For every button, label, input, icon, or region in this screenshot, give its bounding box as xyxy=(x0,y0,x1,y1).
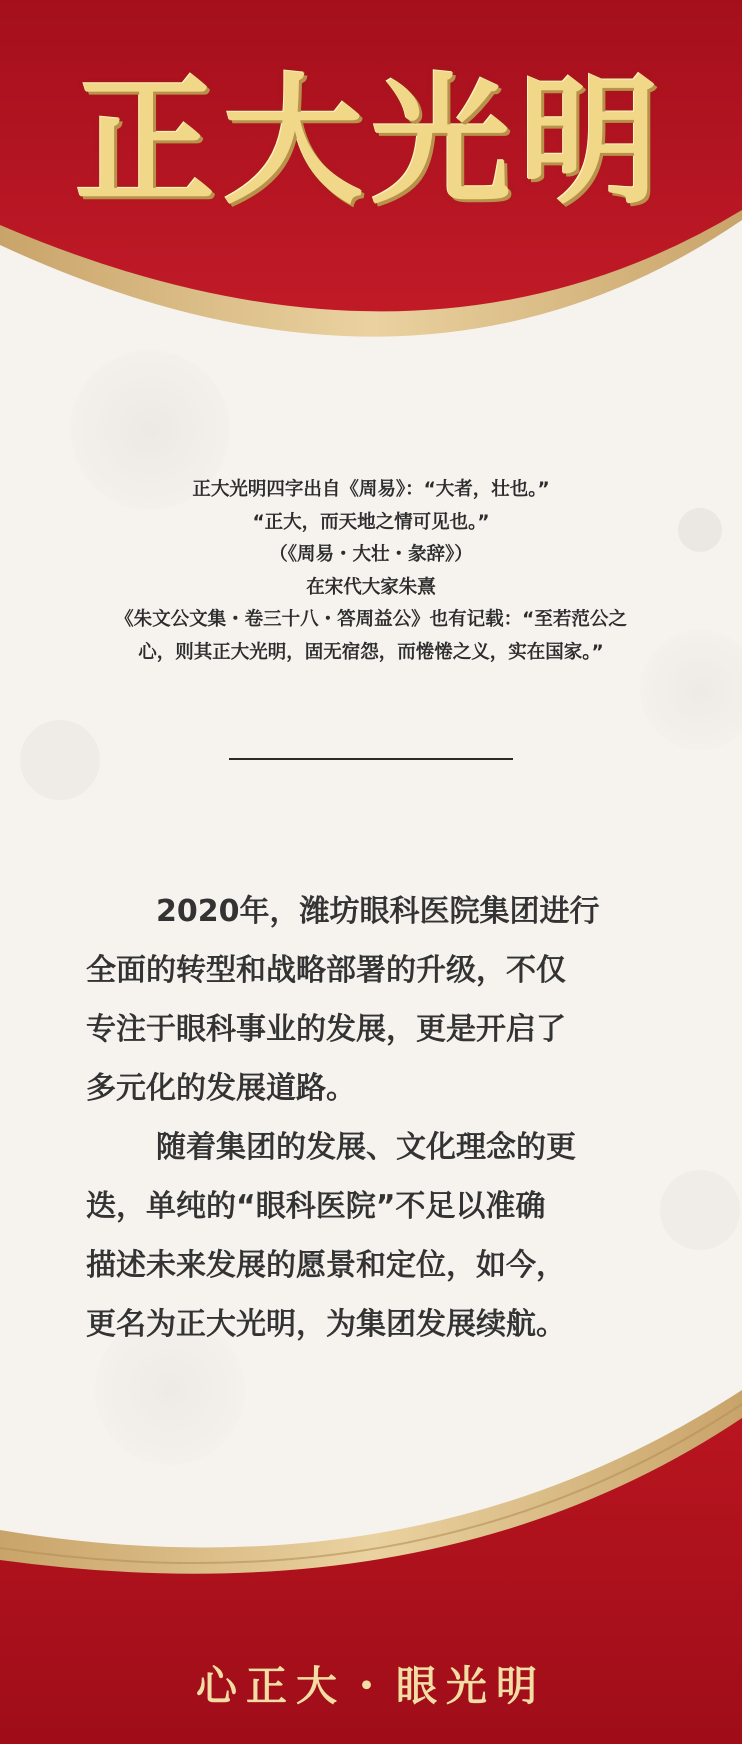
body-line: 多元化的发展道路。 xyxy=(86,1071,356,1106)
body-line: 随着集团的发展、文化理念的更 xyxy=(156,1130,576,1165)
quote-line: 心，则其正大光明，固无宿怨，而惓惓之义，实在国家。” xyxy=(138,641,604,663)
body-line: 专注于眼科事业的发展，更是开启了 xyxy=(86,1012,566,1047)
body-text xyxy=(86,882,666,1354)
quote-line: 《朱文公文集・卷三十八・答周益公》也有记载：“至若范公之 xyxy=(115,609,627,630)
body-line: 更名为正大光明，为集团发展续航。 xyxy=(86,1307,566,1342)
quote-line: 正大光明四字出自《周易》：“大者，壮也。” xyxy=(192,479,550,500)
body-line: 2020年，潍坊眼科医院集团进行 xyxy=(156,894,600,929)
body-line: 全面的转型和战略部署的升级，不仅 xyxy=(86,953,566,988)
body-line: 迭，单纯的“眼科医院”不足以准确 xyxy=(86,1189,546,1224)
page-title: 正大光明 xyxy=(74,60,667,224)
quote-line: “正大，而天地之情可见也。” xyxy=(252,511,490,533)
quote-line: 在宋代大家朱熹 xyxy=(306,576,436,598)
quote-block xyxy=(0,474,742,669)
quote-line: （《周易・大壮・彖辞》） xyxy=(269,544,473,565)
section-divider xyxy=(229,758,513,760)
body-line: 描述未来发展的愿景和定位，如今， xyxy=(86,1248,566,1283)
footer-slogan: 心正大・眼光明 xyxy=(196,1662,546,1710)
